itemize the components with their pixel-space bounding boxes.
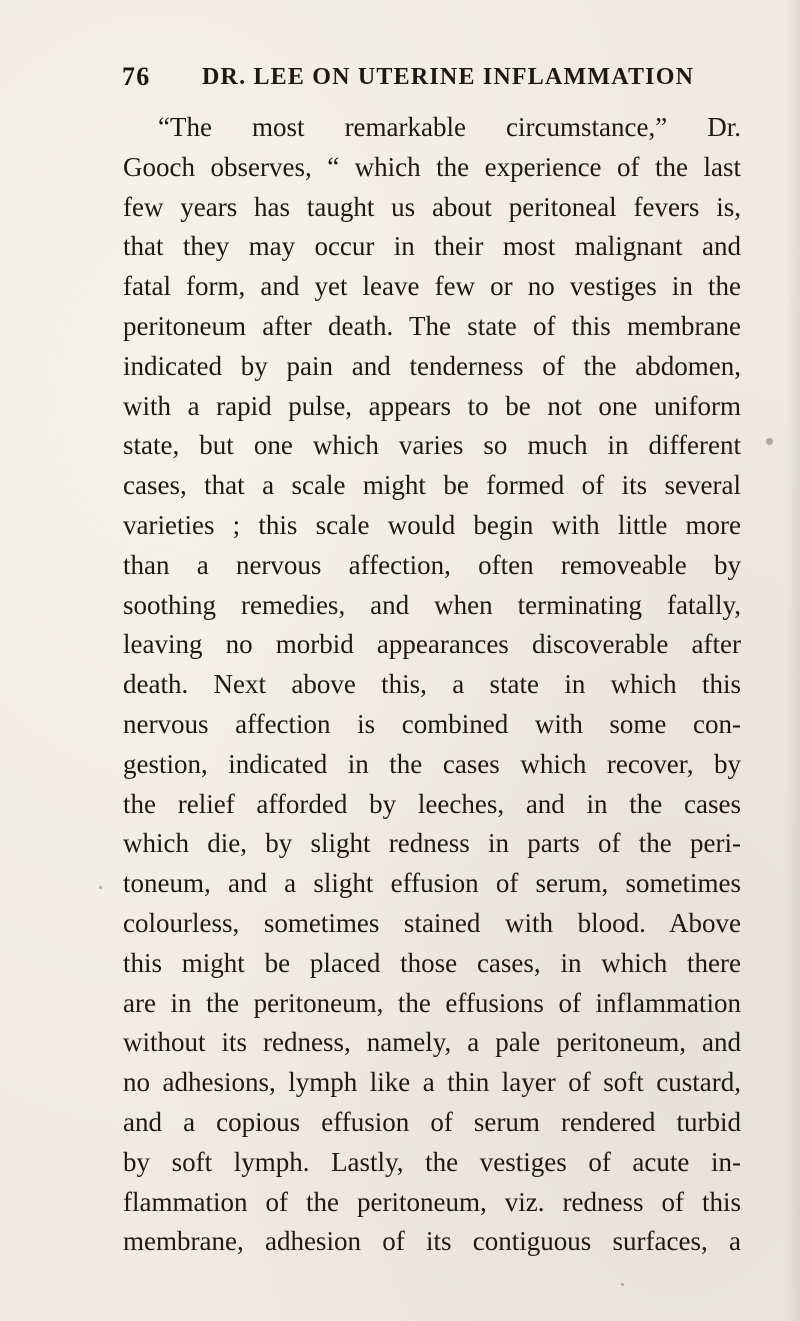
paper-speck xyxy=(766,438,773,445)
text-line: colourless, sometimes stained with blood. Above xyxy=(123,907,741,938)
text-line: toneum, and a slight effusion of serum, sometimes xyxy=(123,868,741,899)
text-line: flammation of the peritoneum, viz. redness of this xyxy=(123,1186,741,1217)
text-line: death. Next above this, a state in which this xyxy=(123,669,741,700)
page-number: 76 xyxy=(122,62,151,91)
running-head xyxy=(122,62,732,92)
body-paragraph xyxy=(123,108,741,1262)
text-line: which die, by slight redness in parts of the peri- xyxy=(123,828,741,859)
text-line: by soft lymph. Lastly, the vestiges of acute in- xyxy=(123,1146,741,1177)
text-line: are in the peritoneum, the effusions of inflammation xyxy=(123,987,741,1018)
text-line: that they may occur in their most malignant and xyxy=(123,231,741,262)
paper-speck xyxy=(621,1283,624,1286)
text-line: varieties ; this scale would begin with little more xyxy=(123,509,741,540)
text-line: Gooch observes, “ which the experience of the last xyxy=(123,151,741,182)
paper-speck xyxy=(99,886,102,889)
text-line: fatal form, and yet leave few or no vestiges in the xyxy=(123,271,741,302)
text-line: with a rapid pulse, appears to be not one uniform xyxy=(123,390,741,421)
text-line: “The most remarkable circumstance,” Dr. xyxy=(158,112,741,142)
text-line: and a copious effusion of serum rendered turbid xyxy=(123,1106,741,1137)
text-line: few years has taught us about peritoneal fevers is, xyxy=(123,191,741,222)
text-line: this might be placed those cases, in which there xyxy=(123,947,741,978)
text-line: membrane, adhesion of its contiguous surfaces, a xyxy=(123,1226,741,1257)
text-line: leaving no morbid appearances discoverable after xyxy=(123,629,741,660)
text-line: no adhesions, lymph like a thin layer of soft custard, xyxy=(123,1067,741,1098)
running-title: DR. LEE ON UTERINE INFLAMMATION xyxy=(202,64,695,90)
text-line: nervous affection is combined with some con- xyxy=(123,708,741,739)
text-line: than a nervous affection, often removeable by xyxy=(123,549,741,580)
text-line: gestion, indicated in the cases which recover, by xyxy=(123,748,741,779)
text-line: cases, that a scale might be formed of its several xyxy=(123,470,741,501)
text-line: without its redness, namely, a pale peritoneum, and xyxy=(123,1027,741,1058)
text-line: peritoneum after death. The state of this membrane xyxy=(123,310,741,341)
text-line: soothing remedies, and when terminating fatally, xyxy=(123,589,741,620)
text-line: the relief afforded by leeches, and in the cases xyxy=(123,788,741,819)
text-line: indicated by pain and tenderness of the abdomen, xyxy=(123,350,741,381)
text-line: state, but one which varies so much in different xyxy=(123,430,741,461)
